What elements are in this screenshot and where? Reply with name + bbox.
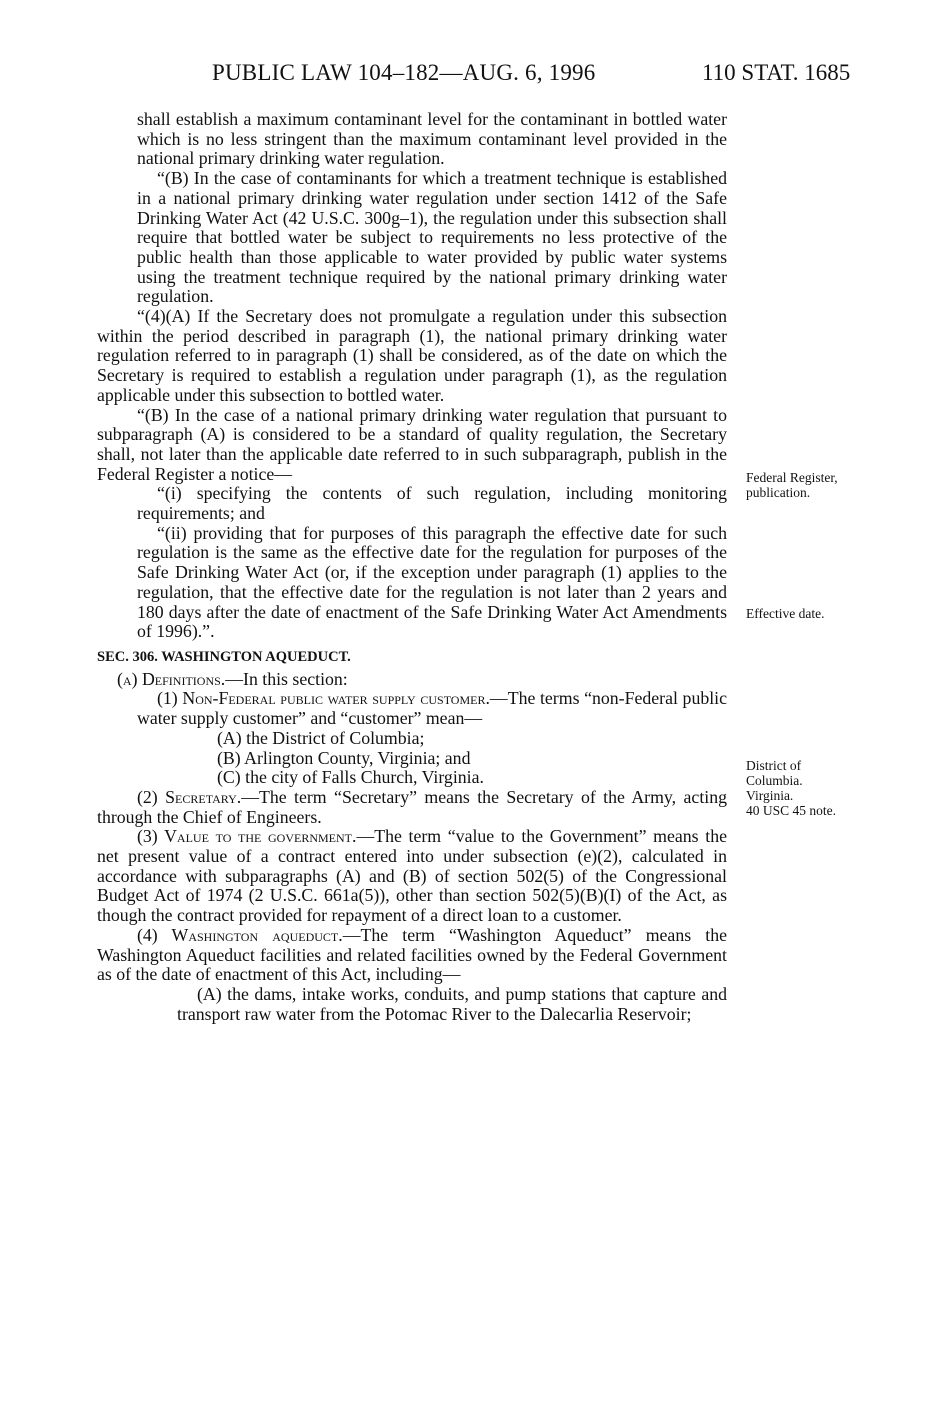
definition-4 [97,926,727,985]
definition-4-label: (4) Washington aqueduct. [137,924,343,945]
definition-1 [97,689,727,728]
paragraph-4b-notice: “(B) In the case of a national primary drinking water regulation that pursuant to subparagraph (A) is considered to be a standard of quality regulation, the Secretary shall, not later than the applicable date referred to in such subparagraph, publish in the Federal Register a notice— [97,404,727,484]
definition-1-item-c: (C) the city of Falls Church, Virginia. [217,767,484,788]
running-header-title: PUBLIC LAW 104–182—AUG. 6, 1996 [212,60,596,85]
definition-1-item-a: (A) the District of Columbia; [217,727,425,748]
definition-2-label: (2) Secretary. [137,786,242,807]
margin-note-district [746,758,836,818]
paragraph-continued: shall establish a maximum contaminant level for the contaminant in bottled water which is no less stringent than the maximum contaminant level provided in the national primary drinking water regulation. [137,109,727,169]
paragraph-4b-treatment: “(B) In the case of contaminants for which a treatment technique is established in a national primary drinking water regulation under section 1412 of the Safe Drinking Water Act (42 U.S.C. 300g–1), the regulation under this subsection shall require that bottled water be subject to requirements no less protective of the public health than those applicable to water provided by public water systems using the treatment technique required by the national primary drinking water regulation. [137,168,727,307]
body-text [97,110,727,1024]
definition-4-item-a: (A) the dams, intake works, conduits, and pump stations that capture and transport raw water from the Potomac River to the Dalecarlia Reservoir; [177,983,727,1024]
definition-1-label: (1) Non-Federal public water supply customer. [157,688,490,709]
margin-note-federal-register [746,470,838,500]
section-heading: SEC. 306. WASHINGTON AQUEDUCT. [97,648,351,665]
definition-1-text: —The terms “non-Federal public water supply customer” and “customer” mean— [137,688,727,729]
margin-note-line: District of [746,758,802,773]
definition-4-text: —The term “Washington Aqueduct” means the Washington Aqueduct facilities and related facilities owned by the Federal Government as of the date of enactment of this Act, including— [97,924,727,985]
margin-note-line: Federal Register, [746,470,838,485]
definition-3-text: —The term “value to the Government” means the net present value of a contract entered into under subsection (e)(2), calculated in accordance with subparagraphs (A) and (B) of section 502(5) of the Congressional Budget Act of 1974 (2 U.S.C. 661a(5)), other than section 502(5)(B)(I) of the Act, as though the contract provided for repayment of a direct loan to a customer. [97,826,727,926]
subsection-a-text: —In this section: [225,668,348,689]
clause-ii: “(ii) providing that for purposes of this paragraph the effective date for such regulation is the same as the effective date for the regulation for purposes of the Safe Drinking Water Act (or, if the exception under paragraph (1) applies to the regulation, that the effective date for the regulation is not later than 2 years and 180 days after the date of enactment of the Safe Drinking Water Act Amendments of 1996).”. [137,522,727,642]
subsection-a [97,670,727,690]
margin-note-effective-date: Effective date. [746,606,825,621]
definition-3-label: (3) Value to the government. [137,826,357,847]
definition-2 [97,788,727,827]
definition-2-text: —The term “Secretary” means the Secretary of the Army, acting through the Chief of Engineers. [97,786,727,827]
running-header-stat: 110 STAT. 1685 [702,60,851,85]
clause-i: “(i) specifying the contents of such regulation, including monitoring requirements; and [137,483,727,524]
definition-3 [97,827,727,926]
paragraph-4a: “(4)(A) If the Secretary does not promulgate a regulation under this subsection within the period described in paragraph (1), the national primary drinking water regulation referred to in paragraph (1) shall be considered, as of the date on which the Secretary is required to establish a regulation under paragraph (1), as the regulation applicable under this subsection to bottled water. [97,306,727,405]
margin-note-line: publication. [746,485,811,500]
margin-note-line: Virginia. [746,788,794,803]
subsection-a-label: (a) Definitions. [117,668,226,689]
margin-note-line: 40 USC 45 note. [746,803,837,818]
margin-note-line: Columbia. [746,773,803,788]
definition-1-item-b: (B) Arlington County, Virginia; and [217,747,471,768]
